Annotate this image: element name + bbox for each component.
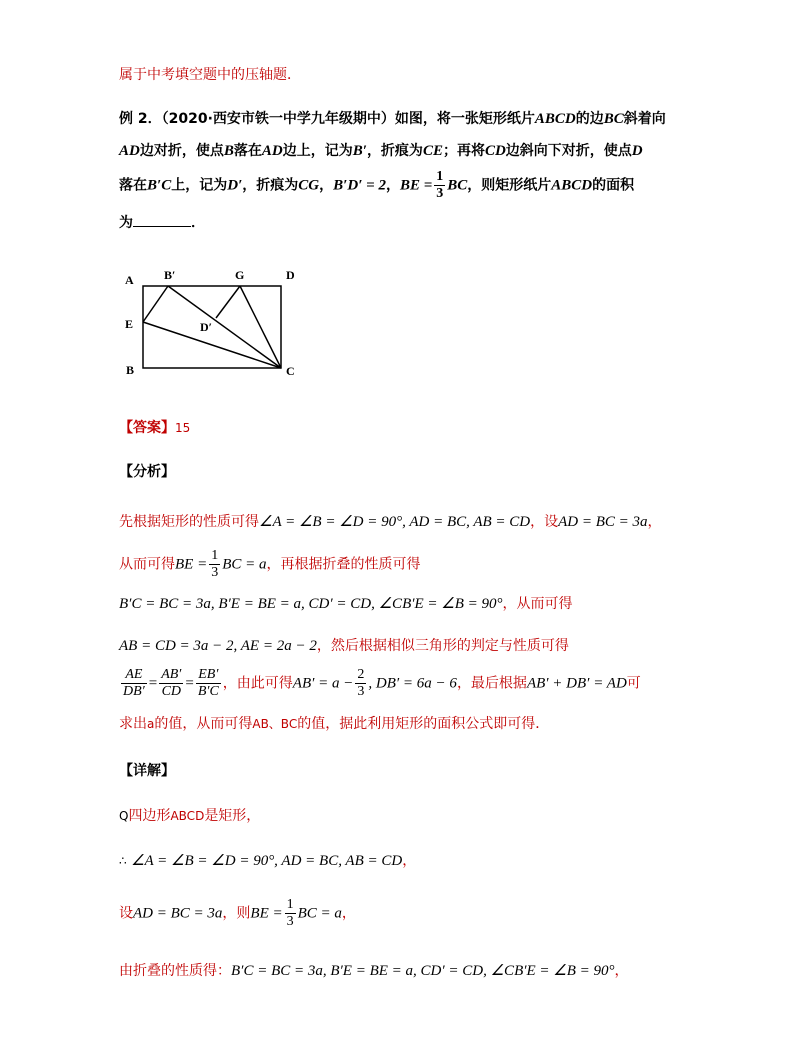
segment-gd-prime <box>216 286 240 318</box>
analysis-line-2 <box>119 548 421 581</box>
math-be: BE = <box>250 905 283 922</box>
example-text: ， <box>385 177 400 194</box>
label-a: A <box>125 273 134 287</box>
answer-blank <box>133 212 191 227</box>
example-text: ． <box>191 215 205 231</box>
example-text: 斜着向 <box>623 111 666 127</box>
math-sum-ad: AB′ + DB′ = AD <box>526 675 627 692</box>
fraction-eb-bc <box>196 667 221 700</box>
example-text: 边对折，使点 <box>139 143 224 159</box>
math-fold-equalities: B′C = BC = 3a, B′E = BE = a, CD′ = CD, ∠CB′E = ∠B = 90° <box>119 596 503 612</box>
frac-den: 3 <box>211 565 219 580</box>
label-d-prime: D′ <box>200 320 213 334</box>
detail-text: ，则 <box>222 905 251 922</box>
fraction-ab-cd <box>159 667 183 700</box>
example-text: 的面积 <box>592 177 635 194</box>
answer-value: 15 <box>175 421 191 435</box>
frac-num: 1 <box>436 169 444 184</box>
example-text: 的边 <box>575 111 604 127</box>
detail-label: 【详解】 <box>119 763 175 779</box>
example-label: 例 2． <box>119 111 162 127</box>
math-abcd: ABCD <box>534 111 576 127</box>
fraction-one-third <box>434 169 445 202</box>
math-b: B <box>223 143 234 159</box>
frac-den: 3 <box>357 684 365 699</box>
analysis-text: ，然后根据相似三角形的判定与性质可得 <box>316 638 569 654</box>
frac-den: CD <box>161 684 182 699</box>
math-bc-a: BC = a <box>297 905 342 922</box>
analysis-line-6 <box>119 713 549 733</box>
frac-den: 3 <box>286 914 294 929</box>
detail-text: 设 <box>119 905 133 922</box>
frac-num: EB′ <box>198 667 219 682</box>
frac-den: DB′ <box>123 684 145 699</box>
label-c: C <box>286 364 295 378</box>
label-e: E <box>125 317 134 331</box>
example-line-1 <box>119 108 666 128</box>
label-g: G <box>235 268 245 282</box>
example-text: 上，记为 <box>171 177 228 194</box>
detail-text: 由折叠的性质得： <box>119 963 231 979</box>
example-text: 为 <box>119 215 133 231</box>
because-symbol: Q <box>119 809 129 823</box>
frac-den: B′C <box>197 684 219 699</box>
quad-abcd: ABCD <box>170 809 205 823</box>
equals-sign: = <box>185 675 194 692</box>
analysis-text: 求出 <box>119 716 147 732</box>
analysis-text: ，最后根据 <box>456 675 527 692</box>
label-d: D <box>286 268 295 282</box>
analysis-text: ， <box>647 514 662 530</box>
detail-line-1 <box>119 805 260 825</box>
math-assume: AD = BC = 3a <box>133 905 223 922</box>
segment-eb-prime <box>143 286 168 322</box>
detail-text: ， <box>402 853 417 869</box>
analysis-text: 的值，从而可得 <box>154 716 253 732</box>
math-ab-prime: AB′ = a − <box>292 675 354 692</box>
example-text: 落在 <box>119 177 147 194</box>
math-cg: CG <box>298 177 320 194</box>
example-line-3 <box>119 169 634 202</box>
math-bc-a: BC = a <box>222 556 267 573</box>
answer-line <box>119 417 190 437</box>
fraction-two-thirds <box>355 667 366 700</box>
segment-b-prime-c <box>168 286 281 368</box>
math-cd: CD <box>484 143 506 159</box>
frac-num: 1 <box>211 548 219 563</box>
math-fold-equalities: B′C = BC = 3a, B′E = BE = a, CD′ = CD, ∠CB′E = ∠B = 90° <box>231 963 615 979</box>
math-be: BE = <box>175 556 208 573</box>
label-b-prime: B′ <box>164 268 176 282</box>
detail-text: ， <box>341 905 356 922</box>
math-db-prime: , DB′ = 6a − 6 <box>368 675 457 692</box>
rectangle-fold-figure <box>120 262 310 382</box>
example-source: （2020·西安市铁一中学九年级期中） <box>161 111 395 127</box>
fraction-ae-db <box>121 667 147 700</box>
answer-label: 【答案】 <box>119 420 175 436</box>
math-ab-ae: AB = CD = 3a − 2, AE = 2a − 2 <box>119 638 317 654</box>
segments-ab-bc: AB、BC <box>252 717 298 731</box>
analysis-text: ，从而可得 <box>502 596 573 612</box>
analysis-text: 的值，据此利用矩形的面积公式即可得． <box>297 716 550 732</box>
detail-text: 四边形 <box>128 808 171 824</box>
equals-sign: = <box>148 675 158 692</box>
math-b-prime: B′ <box>352 143 367 159</box>
frac-num: 2 <box>357 667 365 682</box>
detail-line-3 <box>119 897 356 930</box>
analysis-text: 先根据矩形的性质可得 <box>119 514 259 530</box>
detail-line-4 <box>119 960 629 980</box>
analysis-text: ，再根据折叠的性质可得 <box>266 556 421 573</box>
example-line-4 <box>119 212 205 232</box>
therefore-symbol: ∴ <box>119 854 127 868</box>
math-ad: AD <box>119 143 140 159</box>
detail-text: 是矩形， <box>204 808 261 824</box>
example-text: 边斜向下对折，使点 <box>505 143 632 159</box>
math-assume: AD = BC = 3a <box>558 514 648 530</box>
analysis-line-4 <box>119 635 569 655</box>
math-bc: BC <box>603 111 624 127</box>
example-text: ，则矩形纸片 <box>467 177 552 194</box>
analysis-label: 【分析】 <box>119 464 175 480</box>
math-d: D <box>631 143 643 159</box>
math-b-prime-c: B′C <box>147 177 172 194</box>
math-d-prime: D′ <box>227 177 243 194</box>
analysis-text: ，设 <box>530 514 559 530</box>
example-text: ；再将 <box>442 143 485 159</box>
fraction-one-third <box>209 548 220 581</box>
analysis-line-3 <box>119 593 573 613</box>
example-text: ，折痕为 <box>366 143 423 159</box>
math-bc: BC <box>447 177 468 194</box>
detail-text: ， <box>614 963 629 979</box>
frac-den: 3 <box>436 186 444 201</box>
frac-num: AE <box>125 667 143 682</box>
frac-num: 1 <box>286 897 294 912</box>
detail-line-2 <box>119 850 416 870</box>
example-text: ， <box>319 177 334 194</box>
example-text: 落在 <box>233 143 262 159</box>
analysis-text: 可 <box>626 675 641 692</box>
math-ad: AD <box>261 143 283 159</box>
math-be: BE = <box>399 177 433 194</box>
example-text: 边上，记为 <box>282 143 353 159</box>
math-angles: ∠A = ∠B = ∠D = 90°, AD = BC, AB = CD <box>131 853 403 869</box>
analysis-text: 从而可得 <box>119 556 175 573</box>
analysis-line-5 <box>119 667 641 700</box>
math-ce: CE <box>422 143 443 159</box>
fraction-one-third <box>285 897 296 930</box>
example-text: 如图，将一张矩形纸片 <box>394 111 535 127</box>
analysis-line-1 <box>119 511 662 531</box>
math-bd-eq: B′D′ = 2 <box>333 177 386 194</box>
var-a: a <box>147 717 155 731</box>
frac-num: AB′ <box>161 667 182 682</box>
example-text: ，折痕为 <box>242 177 299 194</box>
example-line-2 <box>119 140 643 160</box>
analysis-text: ，由此可得 <box>222 675 293 692</box>
label-b: B <box>126 363 135 377</box>
math-abcd: ABCD <box>551 177 593 194</box>
intro-line: 属于中考填空题中的压轴题． <box>119 67 301 83</box>
math-angles: ∠A = ∠B = ∠D = 90°, AD = BC, AB = CD <box>259 514 531 530</box>
